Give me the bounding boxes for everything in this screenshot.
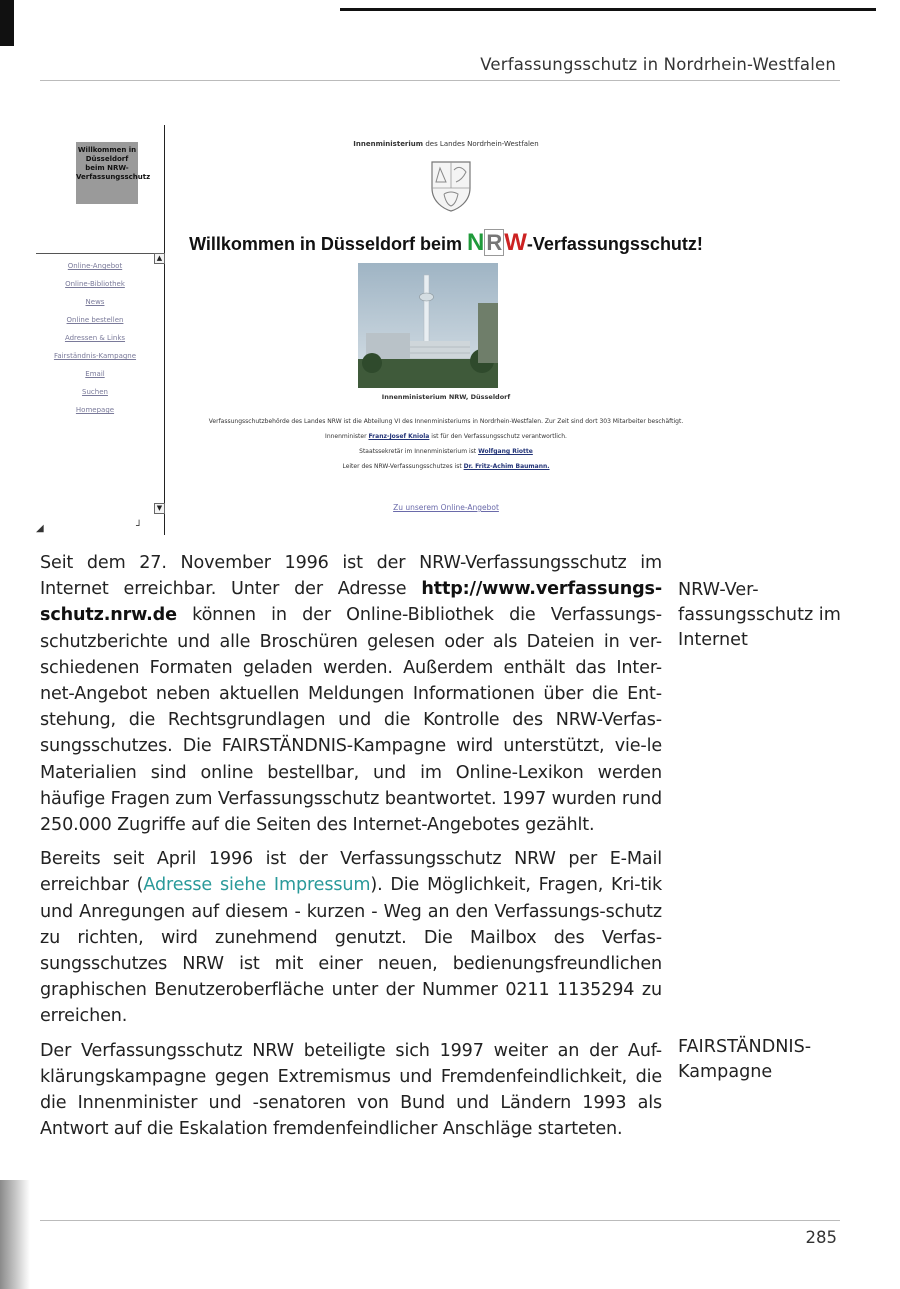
info-authority: Verfassungsschutzbehörde des Landes NRW ist die Abteilung VI des Innenministeriums in Nordrhein-Westfalen. Zur Zeit sind dort 303 Mitarbeiter beschäftigt. [208, 418, 684, 425]
header-divider [40, 80, 840, 81]
scroll-down-icon[interactable]: ▼ [154, 503, 165, 514]
scan-shadow [0, 1180, 30, 1289]
website-url: http://www.verfassungs-schutz.nrw.de [40, 579, 662, 626]
secretary-link[interactable]: Wolfgang Riotte [478, 448, 533, 455]
resize-grip-icon[interactable]: ┘ [136, 521, 143, 532]
page-number: 285 [805, 1228, 837, 1247]
info-minister [166, 432, 726, 441]
nav-item-news[interactable]: News [85, 298, 105, 306]
minister-after: ist für den Verfassungsschutz verantwortlich. [431, 433, 567, 440]
nav-item-online-bestellen[interactable]: Online bestellen [66, 316, 124, 324]
ministry-rest: des Landes Nordrhein-Westfalen [425, 140, 539, 148]
margin-note-internet: NRW-Ver-fassungsschutz im Internet [678, 580, 841, 650]
welcome-heading [166, 229, 726, 257]
footer-divider [40, 1220, 840, 1221]
body-text [40, 550, 662, 1150]
nav-item-fairstaendnis[interactable]: Fairständnis-Kampagne [53, 352, 137, 360]
impressum-reference: Adresse siehe Impressum [143, 875, 371, 896]
paragraph-3: Der Verfassungsschutz NRW beteiligte sich 1997 weiter an der Auf-klärungskampagne gegen Extremismus und Fremdenfeindlichkeit, die die Innenminister und -senatoren von Bund und Ländern 1993 als Antwort auf die Eskalation fremdenfeindlicher Anschläge starteten. [40, 1040, 662, 1140]
state-crest-icon [430, 160, 472, 212]
nav-topline [36, 253, 164, 254]
margin-note-campaign: FAIRSTÄNDNIS-Kampagne [678, 1037, 812, 1082]
top-rule [340, 8, 876, 11]
photo-caption: Innenministerium NRW, Düsseldorf [381, 393, 511, 401]
ministry-line [166, 140, 726, 148]
p2-rest: ). Die Möglichkeit, Fragen, Kri-tik und Anregungen auf diesem - kurzen - Weg an den Verfassungs-schutz zu richten, wird zunehmend genutzt. Die Mailbox des Verfas-sungsschutzes NRW ist mit einer neuen, bedienungsfreundlichen graphischen Benutzeroberfläche unter der Nummer 0211 1135294 zu erreichen. [40, 875, 662, 1027]
nav-item-homepage[interactable]: Homepage [75, 406, 115, 414]
building-photo [358, 263, 498, 388]
minister-link[interactable]: Franz-Josef Kniola [368, 433, 430, 440]
running-head: Verfassungsschutz in Nordrhein-Westfalen [480, 55, 836, 74]
welcome-after: -Verfassungsschutz! [526, 234, 703, 254]
nav-item-online-angebot[interactable]: Online-Angebot [67, 262, 123, 270]
nrw-logo-r: R [486, 230, 503, 255]
nav-frame [36, 253, 164, 534]
nav-item-online-bibliothek[interactable]: Online-Bibliothek [65, 280, 125, 288]
website-screenshot [36, 125, 726, 535]
paragraph-2 [40, 846, 662, 1029]
scroll-up-icon[interactable]: ▲ [154, 253, 165, 264]
minister-before: Innenminister [325, 433, 367, 440]
page-edge-mark [0, 0, 14, 46]
p1-intro: Seit dem 27. November 1996 ist der NRW-Verfassungsschutz im Internet erreichbar. Unter der Adresse [40, 553, 662, 600]
nrw-logo-w: W [504, 229, 527, 256]
info-block [166, 417, 726, 477]
nav-list [36, 257, 154, 419]
p2-intro: Bereits seit April 1996 ist der Verfassungsschutz NRW per E-Mail erreichbar ( [40, 849, 662, 896]
info-secretary [166, 447, 726, 456]
nav-item-adressen-links[interactable]: Adressen & Links [64, 334, 126, 342]
online-offer-link[interactable]: Zu unserem Online-Angebot [393, 503, 499, 512]
nav-item-suchen[interactable]: Suchen [82, 388, 108, 396]
p1-rest: können in der Online-Bibliothek die Verfassungs-schutzberichte und alle Broschüren gelesen oder als Dateien in ver-schiedenen Formaten geladen werden. Außerdem enthält das Inter-net-Angebot neben aktuellen Meldungen Informationen über die Ent-stehung, die Rechtsgrundlagen und die Kontrolle des NRW-Verfas-sungsschutzes. Die FAIRSTÄNDNIS-Kampagne wird unterstützt, vie-le Materialien sind online bestellbar, und im Online-Lexikon werden häufige Fragen zum Verfassungsschutz beantwortet. 1997 wurden rund 250.000 Zugriffe auf die Seiten des Internet-Angebotes gezählt. [40, 605, 662, 836]
info-head [166, 462, 726, 471]
frame-divider [164, 125, 165, 535]
welcome-before: Willkommen in Düsseldorf beim [189, 234, 462, 254]
site-logo: Willkommen in Düsseldorf beim NRW-Verfassungsschutz [76, 142, 138, 204]
ministry-bold: Innenministerium [353, 140, 424, 148]
paragraph-1 [40, 550, 662, 838]
nrw-logo-n: N [466, 229, 485, 256]
nav-item-email[interactable]: Email [85, 370, 105, 378]
head-before: Leiter des NRW-Verfassungsschutzes ist [342, 463, 462, 470]
secretary-before: Staatssekretär im Innenministerium ist [359, 448, 477, 455]
head-link[interactable]: Dr. Fritz-Achim Baumann. [463, 463, 550, 470]
window-corner-icon: ◢ [36, 523, 44, 534]
